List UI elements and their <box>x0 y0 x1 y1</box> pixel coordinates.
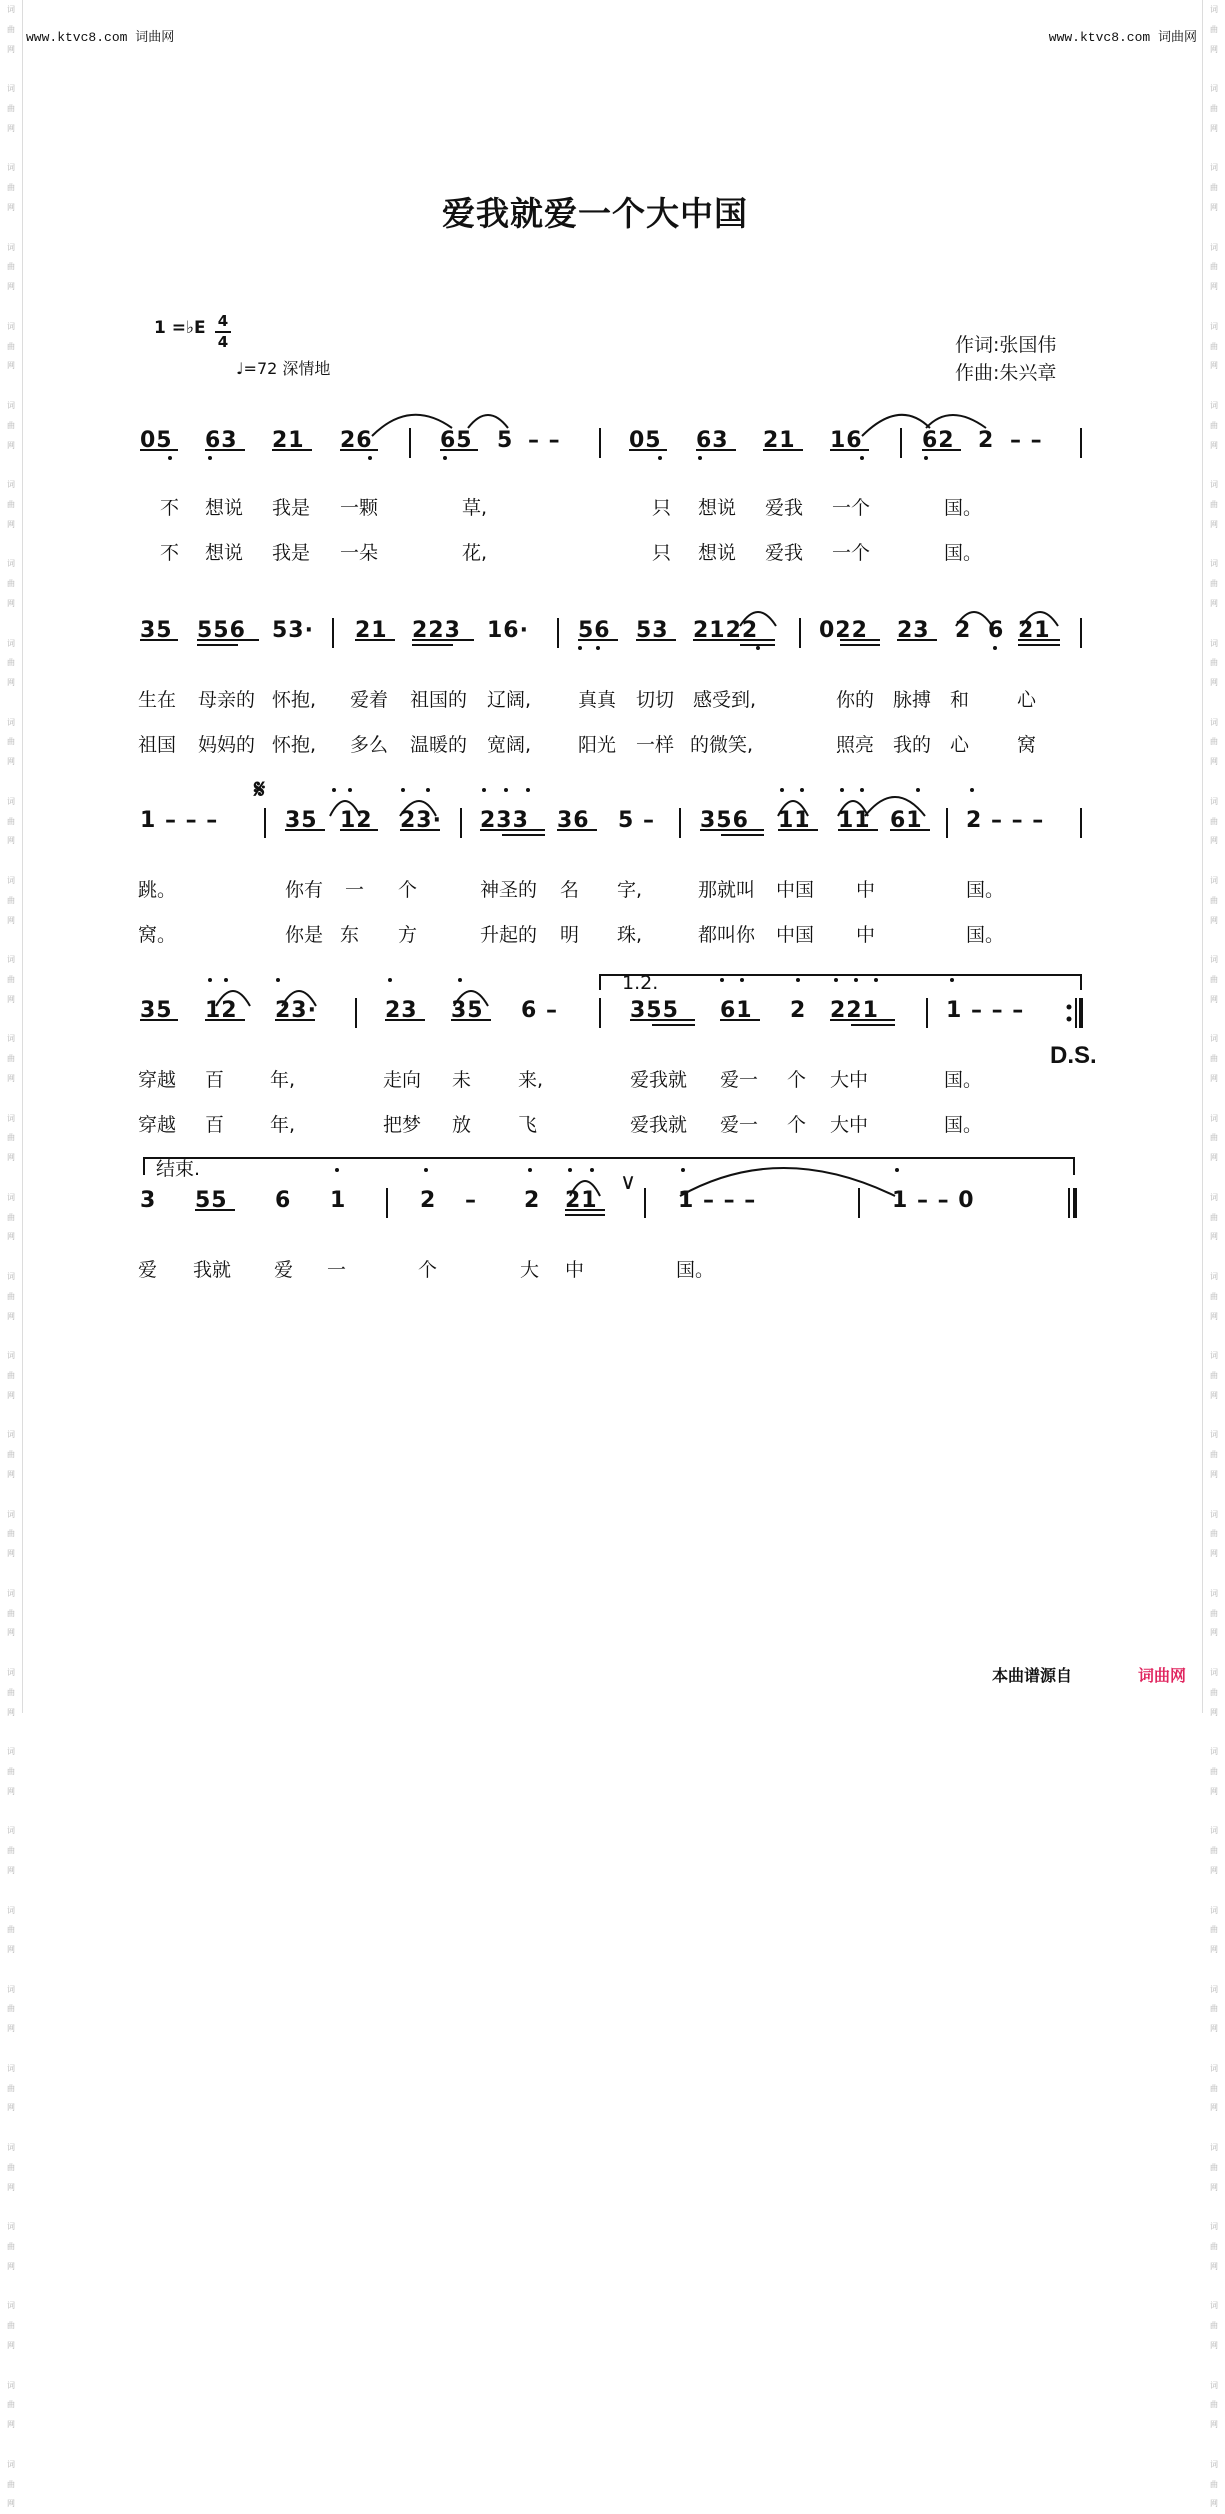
lyric: 飞 <box>518 1114 538 1136</box>
note-group: 35 <box>451 998 484 1023</box>
note-group: 1 – – – <box>946 998 1025 1023</box>
note-group: 63 <box>205 428 238 453</box>
time-signature-top: 4 <box>217 312 229 330</box>
note-group: 61 <box>890 808 923 833</box>
note-group: 12 <box>205 998 238 1023</box>
note-group: 23· <box>400 808 442 833</box>
note-group: 21 <box>1018 618 1051 643</box>
lyric: 国。 <box>944 497 983 519</box>
lyric: 爱一 <box>720 1069 759 1091</box>
note-group: 21 <box>272 428 305 453</box>
lyric: 升起的 <box>480 924 538 946</box>
note-group: 16· <box>487 618 529 643</box>
lyric: 字, <box>617 879 643 901</box>
note-group: 6 <box>988 618 1005 643</box>
lyric: 温暖的 <box>410 734 468 756</box>
composer-credit: 作曲:朱兴章 <box>955 362 1057 384</box>
lyric: 中国 <box>776 924 815 946</box>
lyric: 大中 <box>830 1114 869 1136</box>
lyric: 中 <box>565 1259 585 1281</box>
lyric: 放 <box>452 1114 472 1136</box>
note-group: 05 <box>629 428 662 453</box>
note-group: 2 <box>790 998 807 1023</box>
lyric: 脉搏 <box>893 689 932 711</box>
note-group: 3 <box>140 1188 157 1213</box>
note-group: 355 <box>630 998 679 1023</box>
lyric: 母亲的 <box>198 689 256 711</box>
note-group: – – <box>528 428 561 453</box>
site-url-right[interactable]: www.ktvc8.com 词曲网 <box>1048 30 1197 45</box>
lyric: 穿越 <box>138 1114 177 1136</box>
lyric: 神圣的 <box>480 879 538 901</box>
note-group: 2 <box>978 428 995 453</box>
lyric: 中 <box>856 879 876 901</box>
site-url-left[interactable]: www.ktvc8.com 词曲网 <box>26 30 175 45</box>
lyric: 阳光 <box>578 734 617 756</box>
lyric: 想说 <box>205 497 244 519</box>
lyric: 生在 <box>138 689 177 711</box>
lyric: 一颗 <box>340 497 379 519</box>
note-group: 23· <box>275 998 317 1023</box>
breath-mark: ∨ <box>620 1170 637 1195</box>
lyric: 我是 <box>272 497 311 519</box>
lyric: 只 <box>652 497 672 519</box>
lyric: 个 <box>418 1259 438 1281</box>
note-group: 35 <box>140 998 173 1023</box>
lyric: 爱 <box>274 1259 294 1281</box>
note-group: – <box>465 1188 477 1213</box>
lyric: 爱一 <box>720 1114 759 1136</box>
lyric: 我的 <box>893 734 932 756</box>
volta-label: 1.2. <box>622 972 659 994</box>
tempo-marking: ♩=72 深情地 <box>236 359 331 378</box>
note-group: 2 <box>420 1188 437 1213</box>
lyric: 明 <box>560 924 580 946</box>
lyric: 爱我 <box>765 542 804 564</box>
lyric: 爱我 <box>765 497 804 519</box>
note-group: 35 <box>285 808 318 833</box>
side-watermark-text: 词 曲 网 词 曲 网 词 曲 网 词 曲 网 词 曲 网 词 曲 网 词 曲 网 词 曲 网 词 曲 网 词 曲 网 词 曲 网 词 曲 网 词 曲 网 词 曲 网 词 曲 网 词 曲 网 词 曲 网 词 曲 网 词 曲 网 词 曲 网 词 曲 网 词 曲 网 词 曲 网 词 曲 网 词 曲 网 词 曲 网 词 曲 网 词 曲 网 词 曲 网 词 曲 网 词 曲 网 词 曲 网 <box>1210 5 1218 2509</box>
lyric: 只 <box>652 542 672 564</box>
lyric: 心 <box>1017 689 1037 711</box>
note-group: – – <box>1010 428 1043 453</box>
lyric: 百 <box>205 1114 225 1136</box>
lyric: 真真 <box>578 689 617 711</box>
note-group: 21 <box>565 1188 598 1213</box>
lyric: 爱我就 <box>630 1114 688 1136</box>
note-group: 356 <box>700 808 749 833</box>
lyric: 花, <box>462 542 488 564</box>
lyric: 国。 <box>966 879 1005 901</box>
lyric: 一个 <box>832 542 871 564</box>
lyric: 年, <box>270 1069 296 1091</box>
note-group: 53· <box>272 618 314 643</box>
volta-label: 结束. <box>156 1158 201 1180</box>
note-group: 556 <box>197 618 246 643</box>
note-group: 55 <box>195 1188 228 1213</box>
lyric: 珠, <box>617 924 643 946</box>
lyric: 祖国 <box>138 734 177 756</box>
lyric: 你是 <box>285 924 324 946</box>
lyric: 中国 <box>776 879 815 901</box>
note-group: 23 <box>385 998 418 1023</box>
lyric: 想说 <box>698 542 737 564</box>
lyric: 多么 <box>350 734 389 756</box>
lyric: 爱着 <box>350 689 389 711</box>
lyric: 宽阔, <box>487 734 532 756</box>
note-group: 35 <box>140 618 173 643</box>
lyric: 想说 <box>205 542 244 564</box>
lyric: 不 <box>160 542 180 564</box>
lyric: 国。 <box>944 1114 983 1136</box>
lyric: 穿越 <box>138 1069 177 1091</box>
lyric: 把梦 <box>383 1114 422 1136</box>
lyric: 大中 <box>830 1069 869 1091</box>
note-group: 6 <box>275 1188 292 1213</box>
lyric: 国。 <box>676 1259 715 1281</box>
lyric: 个 <box>787 1114 807 1136</box>
source-brand-link[interactable]: 词曲网 <box>1138 1666 1187 1685</box>
note-group: 2122 <box>693 618 759 643</box>
lyric: 你的 <box>836 689 875 711</box>
time-signature-bottom: 4 <box>217 333 229 351</box>
note-group: 21 <box>763 428 796 453</box>
note-group: 21 <box>355 618 388 643</box>
lyric: 草, <box>462 497 488 519</box>
lyric: 和 <box>950 689 970 711</box>
note-group: 233 <box>480 808 529 833</box>
lyric: 来, <box>518 1069 544 1091</box>
note-group: 23 <box>897 618 930 643</box>
lyric: 祖国的 <box>410 689 468 711</box>
side-watermark-text: 词 曲 网 词 曲 网 词 曲 网 词 曲 网 词 曲 网 词 曲 网 词 曲 网 词 曲 网 词 曲 网 词 曲 网 词 曲 网 词 曲 网 词 曲 网 词 曲 网 词 曲 网 词 曲 网 词 曲 网 词 曲 网 词 曲 网 词 曲 网 词 曲 网 词 曲 网 词 曲 网 词 曲 网 词 曲 网 词 曲 网 词 曲 网 词 曲 网 词 曲 网 词 曲 网 词 曲 网 词 曲 网 <box>7 5 15 2509</box>
lyric: 我是 <box>272 542 311 564</box>
lyric: 爱我就 <box>630 1069 688 1091</box>
note-group: 2 <box>524 1188 541 1213</box>
note-group: 11 <box>778 808 811 833</box>
lyric: 不 <box>160 497 180 519</box>
lyric: 都叫你 <box>698 924 756 946</box>
note-group: 11 <box>838 808 871 833</box>
lyric: 年, <box>270 1114 296 1136</box>
note-group: 5 – <box>618 808 655 833</box>
lyric: 窝 <box>1017 734 1037 756</box>
note-group: 62 <box>922 428 955 453</box>
note-group: 1 – – – <box>140 808 219 833</box>
note-group: 1 – – 0 <box>892 1188 975 1213</box>
lyric: 个 <box>787 1069 807 1091</box>
lyric: 窝。 <box>138 924 177 946</box>
note-group: 36 <box>557 808 590 833</box>
note-group: 12 <box>340 808 373 833</box>
lyric: 心 <box>950 734 970 756</box>
song-title: 爱我就爱一个大中国 <box>442 194 748 233</box>
lyric: 怀抱, <box>272 734 317 756</box>
note-group: 1 <box>330 1188 347 1213</box>
lyric: 的微笑, <box>690 734 754 756</box>
lyric: 你有 <box>285 879 324 901</box>
lyric: 国。 <box>944 542 983 564</box>
lyric: 那就叫 <box>698 879 756 901</box>
note-group: 2 – – – <box>966 808 1045 833</box>
note-group: 53 <box>636 618 669 643</box>
segno-sign: 𝄋 <box>254 775 266 805</box>
note-group: 5 <box>497 428 514 453</box>
lyric: 一个 <box>832 497 871 519</box>
lyric: 名 <box>560 879 580 901</box>
lyric: 想说 <box>698 497 737 519</box>
note-group: 05 <box>140 428 173 453</box>
dal-segno-marking: D.S. <box>1050 1042 1097 1069</box>
note-group: 221 <box>830 998 879 1023</box>
lyric: 跳。 <box>138 879 177 901</box>
lyric: 一 <box>327 1259 347 1281</box>
lyric: 辽阔, <box>487 689 532 711</box>
lyric: 我就 <box>193 1259 232 1281</box>
lyric: 一样 <box>636 734 675 756</box>
key-signature: 1 =♭E <box>154 318 206 338</box>
lyric: 国。 <box>966 924 1005 946</box>
lyric: 切切 <box>636 689 675 711</box>
lyric: 一朵 <box>340 542 379 564</box>
lyric: 怀抱, <box>272 689 317 711</box>
lyric: 未 <box>452 1069 472 1091</box>
lyric: 感受到, <box>693 689 757 711</box>
lyric: 走向 <box>383 1069 422 1091</box>
lyric: 大 <box>520 1259 540 1281</box>
note-group: 2 <box>955 618 972 643</box>
note-group: 022 <box>819 618 868 643</box>
lyric: 国。 <box>944 1069 983 1091</box>
note-group: 61 <box>720 998 753 1023</box>
note-group: 6 – <box>521 998 558 1023</box>
note-group: 223 <box>412 618 461 643</box>
note-group: 65 <box>440 428 473 453</box>
lyric: 妈妈的 <box>198 734 256 756</box>
note-group: 56 <box>578 618 611 643</box>
source-label: 本曲谱源自 <box>992 1666 1073 1685</box>
lyric: 一 <box>345 879 365 901</box>
lyric: 个 <box>398 879 418 901</box>
lyric: 方 <box>398 924 418 946</box>
note-group: 1 – – – <box>678 1188 757 1213</box>
lyric: 百 <box>205 1069 225 1091</box>
lyric: 东 <box>340 924 360 946</box>
lyric: 照亮 <box>836 734 875 756</box>
lyricist-credit: 作词:张国伟 <box>955 334 1057 356</box>
lyric: 爱 <box>138 1259 158 1281</box>
note-group: 26 <box>340 428 373 453</box>
note-group: 63 <box>696 428 729 453</box>
note-group: 16 <box>830 428 863 453</box>
lyric: 中 <box>856 924 876 946</box>
